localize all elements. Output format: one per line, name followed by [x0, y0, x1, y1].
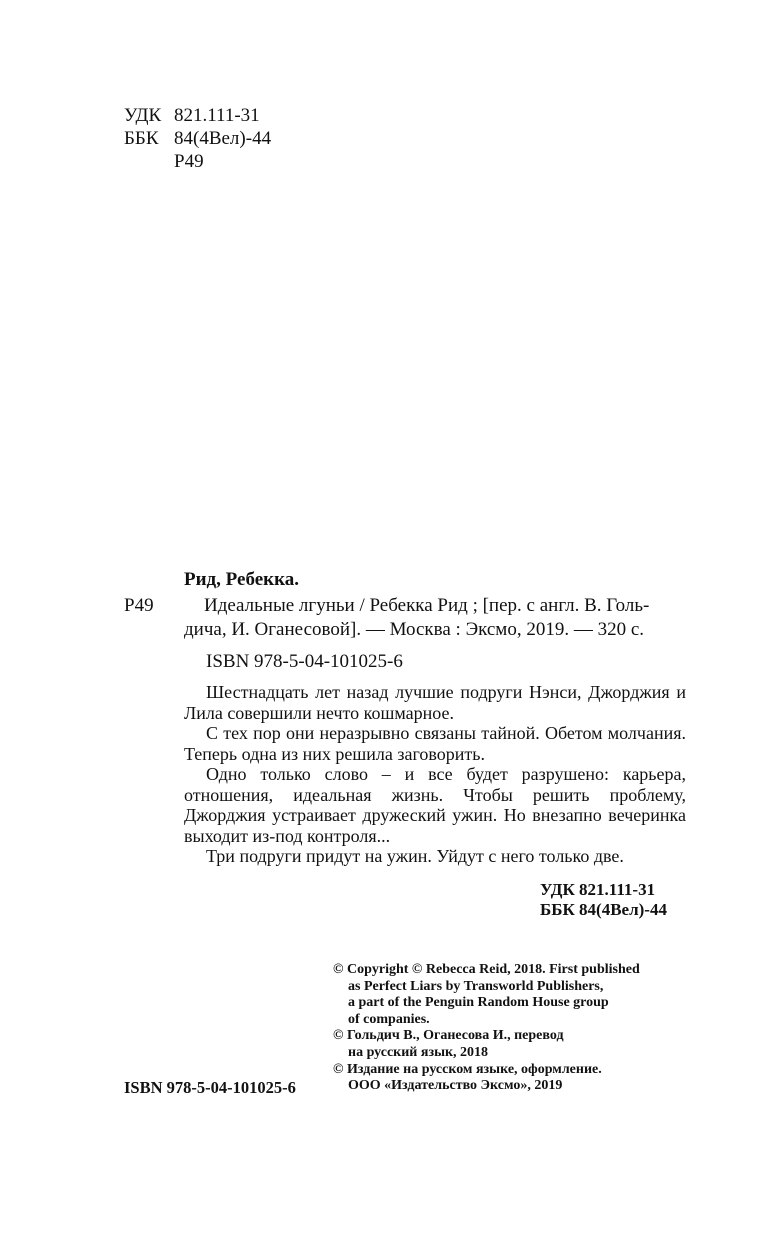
copyright-line: © Copyright © Rebecca Reid, 2018. First published [333, 962, 640, 977]
annotation-paragraph: Шестнадцать лет назад лучшие подруги Нэнси, Джорджия и Лила совершили нечто кошмарное. [184, 682, 686, 723]
bbk-value: 84(4Вел)-44 [174, 128, 272, 149]
annotation-paragraph: Одно только слово – и все будет разрушено: карьера, отношения, идеальная жизнь. Чтобы решить проблему, Джорджия устраивает дружеский ужин. Но внезапно вечеринка выходит из-под контроля... [184, 764, 686, 846]
copyright-line: of companies. [348, 1011, 430, 1027]
copyright-line: © Гольдич В., Оганесова И., перевод [333, 1028, 564, 1044]
biblio-line-1: Идеальные лгуньи / Ребекка Рид ; [пер. с англ. В. Голь- [204, 595, 650, 616]
copyright-line: © Издание на русском языке, оформление. [333, 1061, 602, 1077]
author-sign-label [124, 150, 174, 173]
udk-value: 821.111-31 [174, 105, 260, 126]
copyright-line: a part of the Penguin Random House group [348, 995, 609, 1011]
copyright-line: ООО «Издательство Эксмо», 2019 [348, 1078, 563, 1094]
bbk-label: ББК [124, 128, 159, 149]
author-code: Р49 [124, 595, 154, 616]
annotation [184, 682, 686, 867]
copyright-line: на русский язык, 2018 [348, 1044, 489, 1060]
copyright-line: as Perfect Liars by Transworld Publishers, [348, 978, 604, 994]
isbn-bottom: ISBN 978-5-04-101025-6 [124, 1078, 296, 1097]
biblio-line-2: дича, И. Оганесовой]. — Москва : Эксмо, 2019. — 320 с. [184, 619, 645, 640]
bbk-bottom: ББК 84(4Вел)-44 [540, 900, 667, 919]
copyright-block [333, 962, 693, 1095]
bibliographic-record [184, 594, 686, 642]
bbk-row [124, 127, 271, 150]
author-sign-row [124, 150, 271, 173]
udk-bottom: УДК 821.111-31 [540, 880, 656, 899]
udk-row [124, 104, 271, 127]
classification-block-top [124, 104, 271, 173]
author-heading: Рид, Ребекка. [184, 569, 299, 590]
udk-label: УДК [124, 105, 162, 126]
isbn-line: ISBN 978-5-04-101025-6 [206, 651, 403, 672]
annotation-paragraph: С тех пор они неразрывно связаны тайной. Обетом молчания. Теперь одна из них решила заговорить. [184, 723, 686, 764]
annotation-paragraph: Три подруги придут на ужин. Уйдут с него только две. [206, 846, 624, 866]
classification-block-bottom [540, 880, 667, 920]
author-sign-value: Р49 [174, 151, 204, 172]
